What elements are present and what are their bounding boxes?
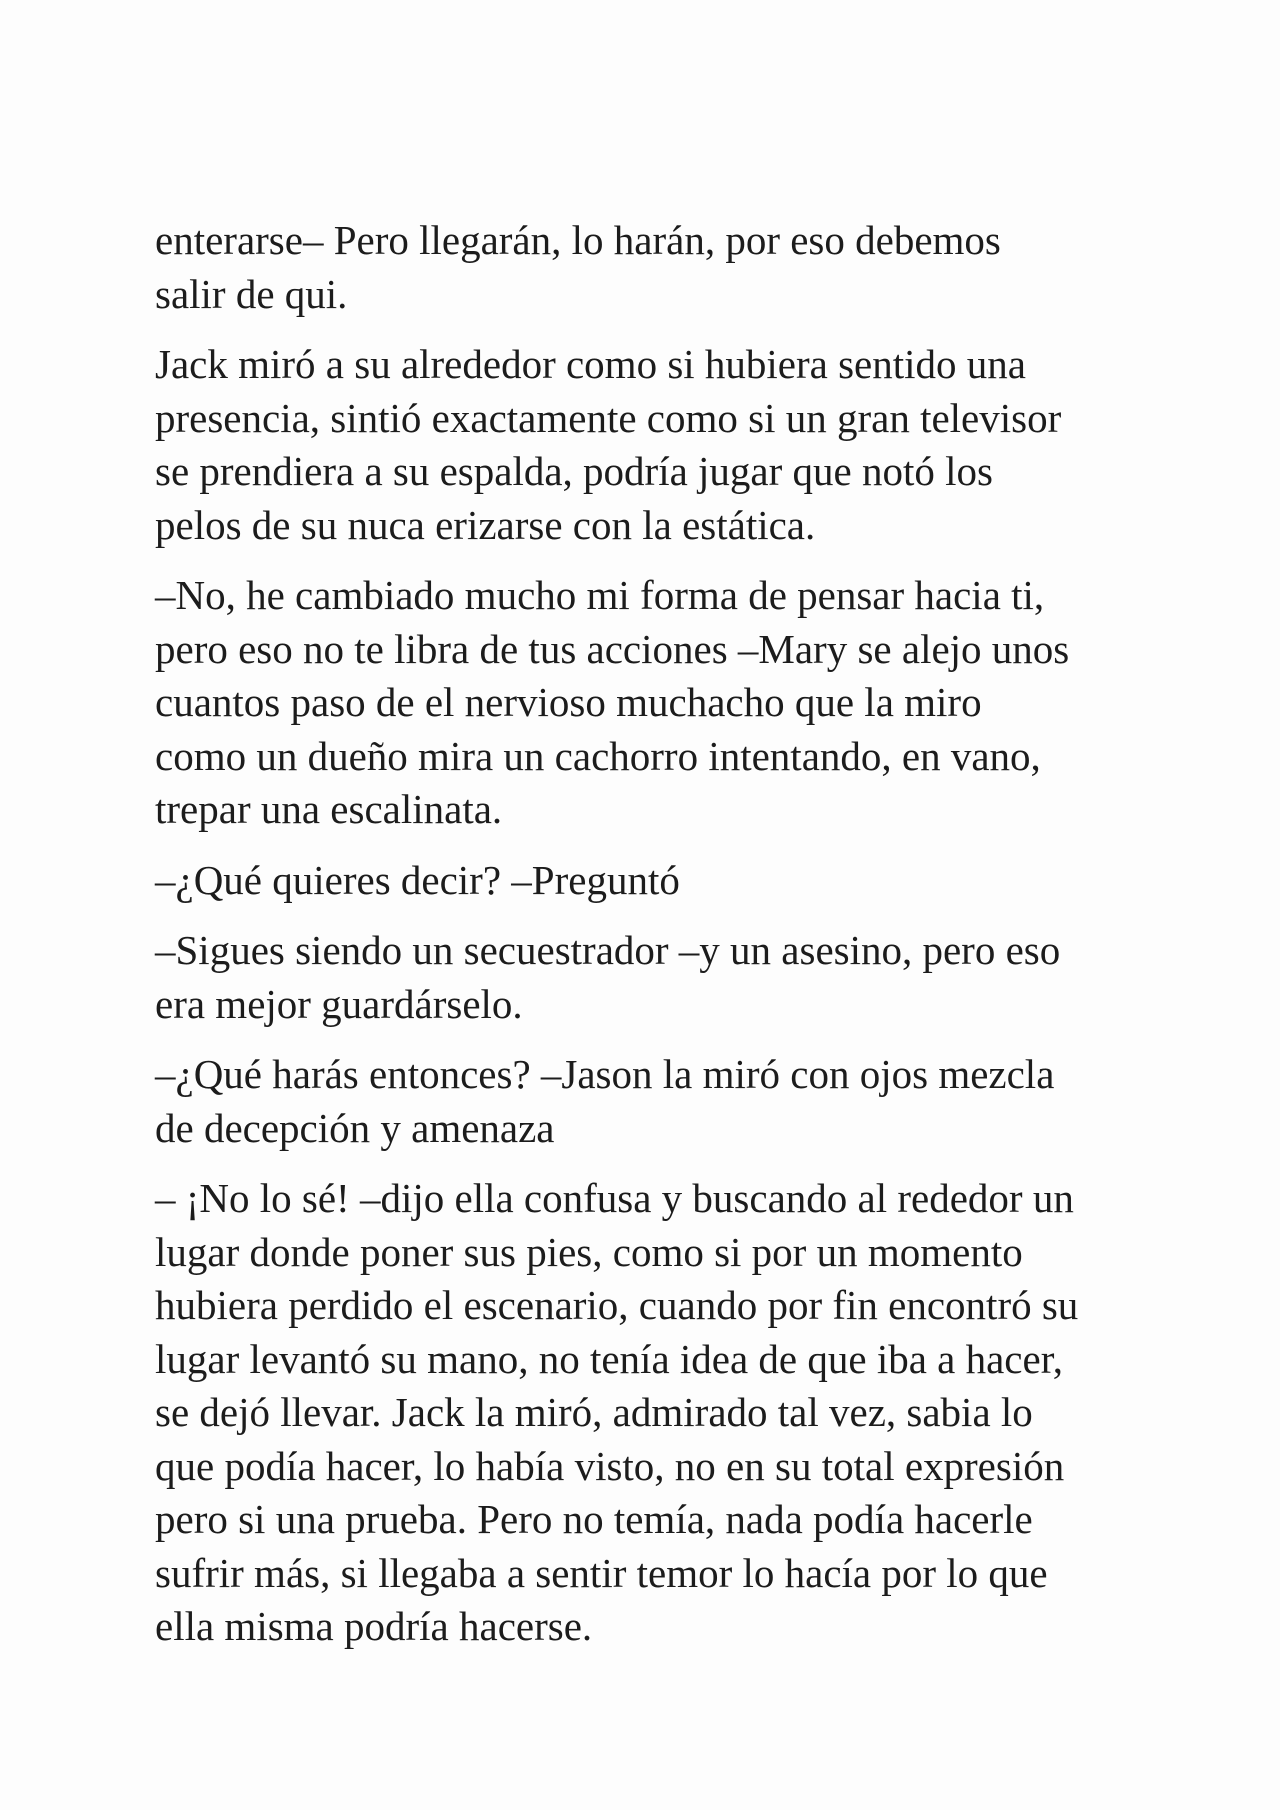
paragraph-6 (155, 1048, 1155, 1155)
text-line: se prendiera a su espalda, podría jugar que notó los (155, 448, 993, 494)
paragraph-2 (155, 338, 1155, 552)
text-line: pero eso no te libra de tus acciones –Mary se alejo unos (155, 625, 1070, 672)
text-line: cuantos paso de el nervioso muchacho que la miro (155, 679, 982, 725)
text-line: salir de qui. (155, 270, 348, 317)
paragraph-3 (155, 569, 1155, 837)
text-line: enterarse– Pero llegarán, lo harán, por eso debemos (155, 217, 1001, 263)
text-line: – ¡No lo sé! –dijo ella confusa y buscando al rededor un (155, 1175, 1074, 1221)
text-line: lugar donde poner sus pies, como si por un momento (155, 1228, 1023, 1275)
text-line: –Sigues siendo un secuestrador –y un asesino, pero eso (155, 927, 1061, 973)
paragraph-5 (155, 924, 1155, 1031)
paragraph-7 (155, 1172, 1155, 1654)
text-line: ella misma podría hacerse. (155, 1603, 593, 1649)
text-line: presencia, sintió exactamente como si un gran televisor (155, 394, 1062, 441)
text-line: trepar una escalinata. (155, 786, 503, 832)
text-line: pero si una prueba. Pero no temía, nada podía hacerle (155, 1496, 1033, 1542)
paragraph-4 (155, 854, 1155, 908)
text-line: de decepción y amenaza (155, 1104, 555, 1151)
body-text (155, 214, 1155, 1671)
text-line: pelos de su nuca erizarse con la estática. (155, 501, 816, 548)
text-line: se dejó llevar. Jack la miró, admirado tal vez, sabia lo (155, 1389, 1033, 1435)
text-line: sufrir más, si llegaba a sentir temor lo hacía por lo que (155, 1549, 1048, 1596)
text-line: lugar levantó su mano, no tenía idea de que iba a hacer, (155, 1335, 1063, 1382)
text-line: –¿Qué harás entonces? –Jason la miró con ojos mezcla (155, 1051, 1055, 1097)
text-line: que podía hacer, lo había visto, no en su total expresión (155, 1442, 1065, 1489)
text-line: –No, he cambiado mucho mi forma de pensar hacia ti, (155, 572, 1045, 618)
text-line: era mejor guardárselo. (155, 980, 523, 1027)
text-line: Jack miró a su alrededor como si hubiera sentido una (155, 341, 1026, 387)
paragraph-1 (155, 214, 1155, 321)
text-line: como un dueño mira un cachorro intentando, en vano, (155, 732, 1041, 779)
text-line: hubiera perdido el escenario, cuando por fin encontró su (155, 1282, 1079, 1328)
text-line: –¿Qué quieres decir? –Preguntó (155, 856, 680, 903)
